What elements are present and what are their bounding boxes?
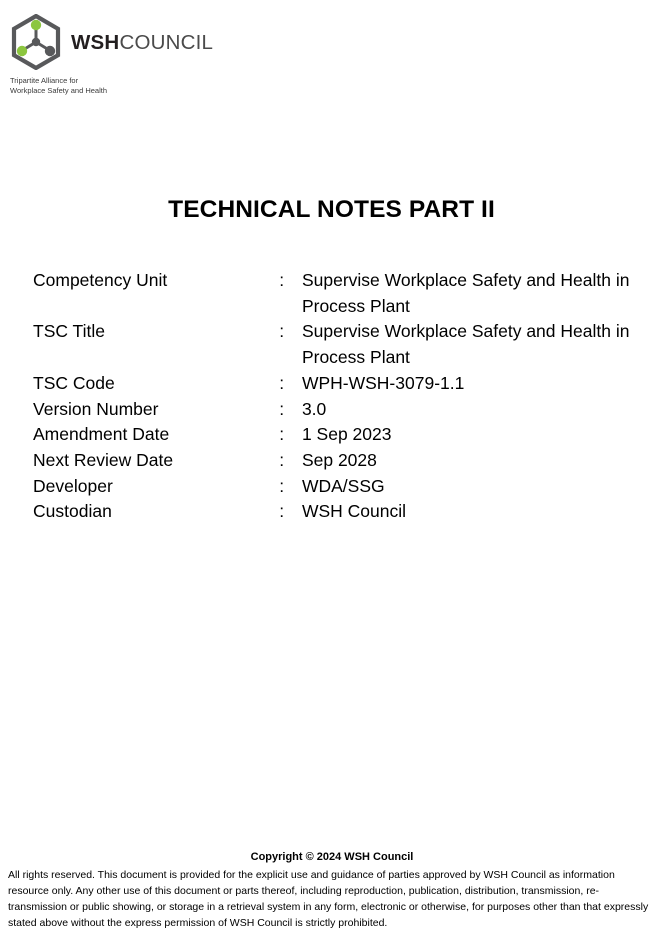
table-row (33, 474, 633, 500)
table-row (33, 268, 633, 319)
meta-label-version-number: Version Number (33, 398, 159, 419)
logo-wordmark-bold: WSH (71, 30, 120, 54)
page-footer (8, 850, 656, 931)
page-title: TECHNICAL NOTES PART II (168, 196, 495, 223)
meta-value-next-review-date: Sep 2028 (301, 450, 377, 471)
meta-value-version-number: 3.0 (301, 398, 327, 419)
logo-wordmark-light: COUNCIL (119, 30, 214, 54)
table-row (33, 371, 633, 397)
meta-label-tsc-title: TSC Title (33, 321, 105, 342)
meta-colon: : (279, 372, 285, 393)
table-row (33, 397, 633, 423)
logo-wordmark (71, 31, 213, 54)
logo-tagline-line1: Tripartite Alliance for (10, 76, 79, 85)
meta-value-tsc-title: Supervise Workplace Safety and Health in Process Plant (301, 321, 630, 368)
meta-colon: : (279, 450, 285, 471)
logo-tagline-line2: Workplace Safety and Health (10, 85, 107, 95)
organisation-logo (8, 14, 248, 96)
meta-value-custodian: WSH Council (301, 501, 407, 522)
table-row (33, 422, 633, 448)
wsh-council-hexagon-logo-icon (8, 14, 64, 70)
document-metadata-table (33, 268, 633, 525)
meta-label-competency-unit: Competency Unit (33, 270, 168, 290)
rights-disclaimer: All rights reserved. This document is provided for the explicit use and guidance of parties approved by WSH Council as information resource only. Any other use of this document or parts thereof, including reproduction, publication, distribution, transmission, re-transmission or public showing, or storage in a retrieval system in any form, electronic or otherwise, for purposes other than that expressly stated above without the express permission of WSH Council is strictly prohibited. (8, 869, 649, 929)
meta-label-developer: Developer (33, 475, 113, 496)
copyright-notice: Copyright © 2024 WSH Council (250, 851, 414, 863)
table-row (33, 448, 633, 474)
meta-label-amendment-date: Amendment Date (33, 424, 170, 445)
table-row (33, 499, 633, 525)
meta-colon: : (279, 424, 285, 445)
meta-label-custodian: Custodian (33, 501, 112, 522)
meta-colon: : (279, 270, 285, 290)
meta-value-amendment-date: 1 Sep 2023 (301, 424, 392, 445)
meta-value-tsc-code: WPH-WSH-3079-1.1 (301, 372, 465, 393)
meta-colon: : (279, 501, 285, 522)
meta-colon: : (279, 398, 285, 419)
meta-label-tsc-code: TSC Code (33, 372, 115, 393)
logo-row (8, 14, 248, 70)
meta-colon: : (279, 475, 285, 496)
meta-value-competency-unit: Supervise Workplace Safety and Health in Process Plant (301, 270, 630, 316)
meta-label-next-review-date: Next Review Date (33, 450, 174, 471)
meta-colon: : (279, 321, 285, 342)
logo-tagline (10, 76, 248, 96)
table-row (33, 319, 633, 370)
meta-value-developer: WDA/SSG (301, 475, 385, 496)
